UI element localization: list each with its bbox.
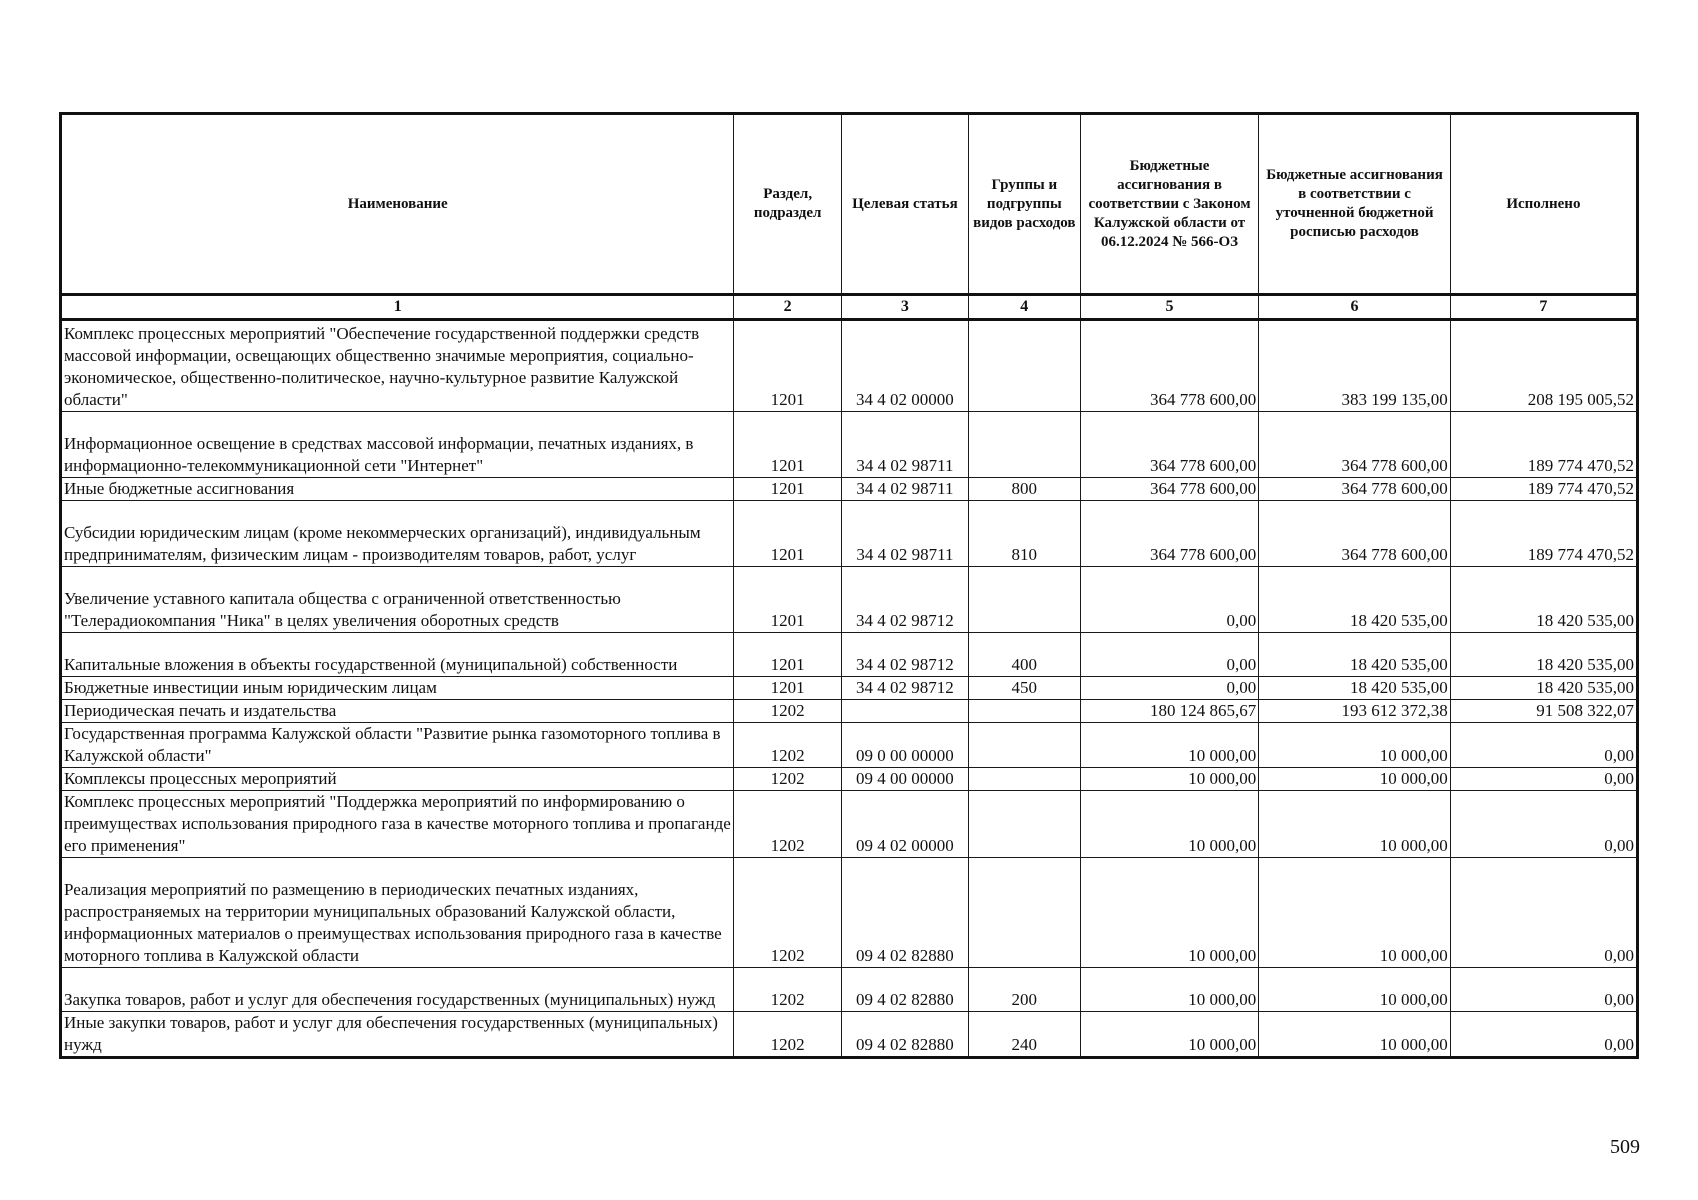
cell-group bbox=[968, 858, 1080, 968]
cell-target: 09 4 00 00000 bbox=[841, 768, 968, 791]
cell-target bbox=[841, 700, 968, 723]
column-number: 1 bbox=[61, 295, 734, 320]
cell-target: 09 4 02 82880 bbox=[841, 858, 968, 968]
cell-target: 09 4 02 82880 bbox=[841, 968, 968, 1012]
table-row bbox=[61, 567, 1638, 633]
table-row bbox=[61, 677, 1638, 700]
cell-executed-amount: 0,00 bbox=[1450, 768, 1637, 791]
cell-group bbox=[968, 700, 1080, 723]
cell-law-amount: 10 000,00 bbox=[1080, 768, 1259, 791]
cell-section: 1201 bbox=[734, 320, 842, 412]
cell-executed-amount: 189 774 470,52 bbox=[1450, 478, 1637, 501]
table-row bbox=[61, 320, 1638, 412]
cell-name: Иные закупки товаров, работ и услуг для обеспечения государственных (муниципальных) нужд bbox=[61, 1012, 734, 1058]
cell-refined-amount: 18 420 535,00 bbox=[1259, 633, 1450, 677]
cell-section: 1201 bbox=[734, 501, 842, 567]
cell-law-amount: 364 778 600,00 bbox=[1080, 478, 1259, 501]
cell-name: Увеличение уставного капитала общества с ограниченной ответственностью "Телерадиокомпания "Ника" в целях увеличения оборотных средств bbox=[61, 567, 734, 633]
cell-section: 1202 bbox=[734, 791, 842, 858]
cell-refined-amount: 364 778 600,00 bbox=[1259, 412, 1450, 478]
cell-law-amount: 10 000,00 bbox=[1080, 968, 1259, 1012]
table-row bbox=[61, 791, 1638, 858]
cell-executed-amount: 0,00 bbox=[1450, 723, 1637, 768]
cell-executed-amount: 189 774 470,52 bbox=[1450, 501, 1637, 567]
cell-name: Бюджетные инвестиции иным юридическим лицам bbox=[61, 677, 734, 700]
cell-group bbox=[968, 768, 1080, 791]
column-number: 5 bbox=[1080, 295, 1259, 320]
cell-law-amount: 180 124 865,67 bbox=[1080, 700, 1259, 723]
cell-executed-amount: 189 774 470,52 bbox=[1450, 412, 1637, 478]
cell-refined-amount: 10 000,00 bbox=[1259, 768, 1450, 791]
cell-target: 34 4 02 98711 bbox=[841, 478, 968, 501]
cell-section: 1201 bbox=[734, 478, 842, 501]
cell-group: 200 bbox=[968, 968, 1080, 1012]
cell-name: Периодическая печать и издательства bbox=[61, 700, 734, 723]
header-executed: Исполнено bbox=[1450, 114, 1637, 295]
cell-target: 34 4 02 00000 bbox=[841, 320, 968, 412]
cell-group: 400 bbox=[968, 633, 1080, 677]
cell-name: Реализация мероприятий по размещению в периодических печатных изданиях, распространяемых на территории муниципальных образований Калужской области, информационных материалов о преимуществах использования природного газа в качестве моторного топлива в Калужской области bbox=[61, 858, 734, 968]
table-row bbox=[61, 968, 1638, 1012]
cell-section: 1201 bbox=[734, 633, 842, 677]
table-row bbox=[61, 633, 1638, 677]
cell-refined-amount: 364 778 600,00 bbox=[1259, 478, 1450, 501]
table-row bbox=[61, 501, 1638, 567]
cell-refined-amount: 383 199 135,00 bbox=[1259, 320, 1450, 412]
header-section: Раздел, подраздел bbox=[734, 114, 842, 295]
cell-name: Капитальные вложения в объекты государственной (муниципальной) собственности bbox=[61, 633, 734, 677]
cell-law-amount: 0,00 bbox=[1080, 633, 1259, 677]
table-body bbox=[61, 320, 1638, 1058]
column-number: 4 bbox=[968, 295, 1080, 320]
cell-executed-amount: 0,00 bbox=[1450, 791, 1637, 858]
cell-name: Комплексы процессных мероприятий bbox=[61, 768, 734, 791]
header-row bbox=[61, 114, 1638, 295]
cell-refined-amount: 10 000,00 bbox=[1259, 1012, 1450, 1058]
cell-name: Субсидии юридическим лицам (кроме некоммерческих организаций), индивидуальным предпринимателям, физическим лицам - производителям товаров, работ, услуг bbox=[61, 501, 734, 567]
table-row bbox=[61, 1012, 1638, 1058]
cell-group: 800 bbox=[968, 478, 1080, 501]
cell-executed-amount: 0,00 bbox=[1450, 968, 1637, 1012]
cell-name: Комплекс процессных мероприятий "Поддержка мероприятий по информированию о преимуществах использования природного газа в качестве моторного топлива и пропаганде его применения" bbox=[61, 791, 734, 858]
cell-target: 09 4 02 00000 bbox=[841, 791, 968, 858]
cell-group bbox=[968, 567, 1080, 633]
cell-group: 810 bbox=[968, 501, 1080, 567]
cell-refined-amount: 18 420 535,00 bbox=[1259, 677, 1450, 700]
cell-section: 1202 bbox=[734, 1012, 842, 1058]
cell-executed-amount: 0,00 bbox=[1450, 858, 1637, 968]
cell-law-amount: 0,00 bbox=[1080, 567, 1259, 633]
table-row bbox=[61, 723, 1638, 768]
cell-group bbox=[968, 412, 1080, 478]
cell-group: 450 bbox=[968, 677, 1080, 700]
page-number: 509 bbox=[1610, 1136, 1640, 1158]
cell-refined-amount: 193 612 372,38 bbox=[1259, 700, 1450, 723]
header-target: Целевая статья bbox=[841, 114, 968, 295]
cell-law-amount: 10 000,00 bbox=[1080, 858, 1259, 968]
cell-refined-amount: 364 778 600,00 bbox=[1259, 501, 1450, 567]
header-name: Наименование bbox=[61, 114, 734, 295]
cell-refined-amount: 10 000,00 bbox=[1259, 968, 1450, 1012]
table-row bbox=[61, 858, 1638, 968]
table-row bbox=[61, 768, 1638, 791]
cell-law-amount: 10 000,00 bbox=[1080, 723, 1259, 768]
cell-law-amount: 364 778 600,00 bbox=[1080, 412, 1259, 478]
cell-law-amount: 10 000,00 bbox=[1080, 791, 1259, 858]
cell-section: 1201 bbox=[734, 567, 842, 633]
cell-law-amount: 364 778 600,00 bbox=[1080, 501, 1259, 567]
cell-target: 34 4 02 98711 bbox=[841, 501, 968, 567]
header-law: Бюджетные ассигнования в соответствии с Законом Калужской области от 06.12.2024 № 566-ОЗ bbox=[1080, 114, 1259, 295]
cell-law-amount: 10 000,00 bbox=[1080, 1012, 1259, 1058]
column-number-row bbox=[61, 295, 1638, 320]
cell-executed-amount: 91 508 322,07 bbox=[1450, 700, 1637, 723]
cell-law-amount: 0,00 bbox=[1080, 677, 1259, 700]
cell-section: 1202 bbox=[734, 768, 842, 791]
column-number: 2 bbox=[734, 295, 842, 320]
cell-name: Закупка товаров, работ и услуг для обеспечения государственных (муниципальных) нужд bbox=[61, 968, 734, 1012]
cell-section: 1202 bbox=[734, 700, 842, 723]
cell-executed-amount: 208 195 005,52 bbox=[1450, 320, 1637, 412]
cell-section: 1202 bbox=[734, 858, 842, 968]
cell-target: 09 4 02 82880 bbox=[841, 1012, 968, 1058]
cell-section: 1202 bbox=[734, 968, 842, 1012]
cell-name: Информационное освещение в средствах массовой информации, печатных изданиях, в информационно-телекоммуникационной сети "Интернет" bbox=[61, 412, 734, 478]
cell-group bbox=[968, 320, 1080, 412]
cell-executed-amount: 18 420 535,00 bbox=[1450, 633, 1637, 677]
cell-executed-amount: 18 420 535,00 bbox=[1450, 567, 1637, 633]
cell-refined-amount: 10 000,00 bbox=[1259, 791, 1450, 858]
cell-law-amount: 364 778 600,00 bbox=[1080, 320, 1259, 412]
table-row bbox=[61, 478, 1638, 501]
cell-group bbox=[968, 791, 1080, 858]
cell-refined-amount: 10 000,00 bbox=[1259, 858, 1450, 968]
cell-group bbox=[968, 723, 1080, 768]
column-number: 7 bbox=[1450, 295, 1637, 320]
cell-target: 34 4 02 98711 bbox=[841, 412, 968, 478]
column-number: 3 bbox=[841, 295, 968, 320]
cell-target: 34 4 02 98712 bbox=[841, 633, 968, 677]
cell-name: Комплекс процессных мероприятий "Обеспечение государственной поддержки средств массовой информации, освещающих общественно значимые мероприятия, социально-экономическое, общественно-политическое, научно-культурное развитие Калужской области" bbox=[61, 320, 734, 412]
cell-executed-amount: 18 420 535,00 bbox=[1450, 677, 1637, 700]
cell-name: Государственная программа Калужской области "Развитие рынка газомоторного топлива в Калужской области" bbox=[61, 723, 734, 768]
cell-executed-amount: 0,00 bbox=[1450, 1012, 1637, 1058]
cell-name: Иные бюджетные ассигнования bbox=[61, 478, 734, 501]
table-row bbox=[61, 412, 1638, 478]
header-refined: Бюджетные ассигнования в соответствии с уточненной бюджетной росписью расходов bbox=[1259, 114, 1450, 295]
cell-section: 1201 bbox=[734, 412, 842, 478]
cell-group: 240 bbox=[968, 1012, 1080, 1058]
budget-table bbox=[59, 112, 1639, 1059]
cell-section: 1201 bbox=[734, 677, 842, 700]
cell-refined-amount: 18 420 535,00 bbox=[1259, 567, 1450, 633]
cell-target: 34 4 02 98712 bbox=[841, 677, 968, 700]
column-number: 6 bbox=[1259, 295, 1450, 320]
cell-target: 34 4 02 98712 bbox=[841, 567, 968, 633]
table-row bbox=[61, 700, 1638, 723]
cell-section: 1202 bbox=[734, 723, 842, 768]
cell-target: 09 0 00 00000 bbox=[841, 723, 968, 768]
header-group: Группы и подгруппы видов расходов bbox=[968, 114, 1080, 295]
cell-refined-amount: 10 000,00 bbox=[1259, 723, 1450, 768]
